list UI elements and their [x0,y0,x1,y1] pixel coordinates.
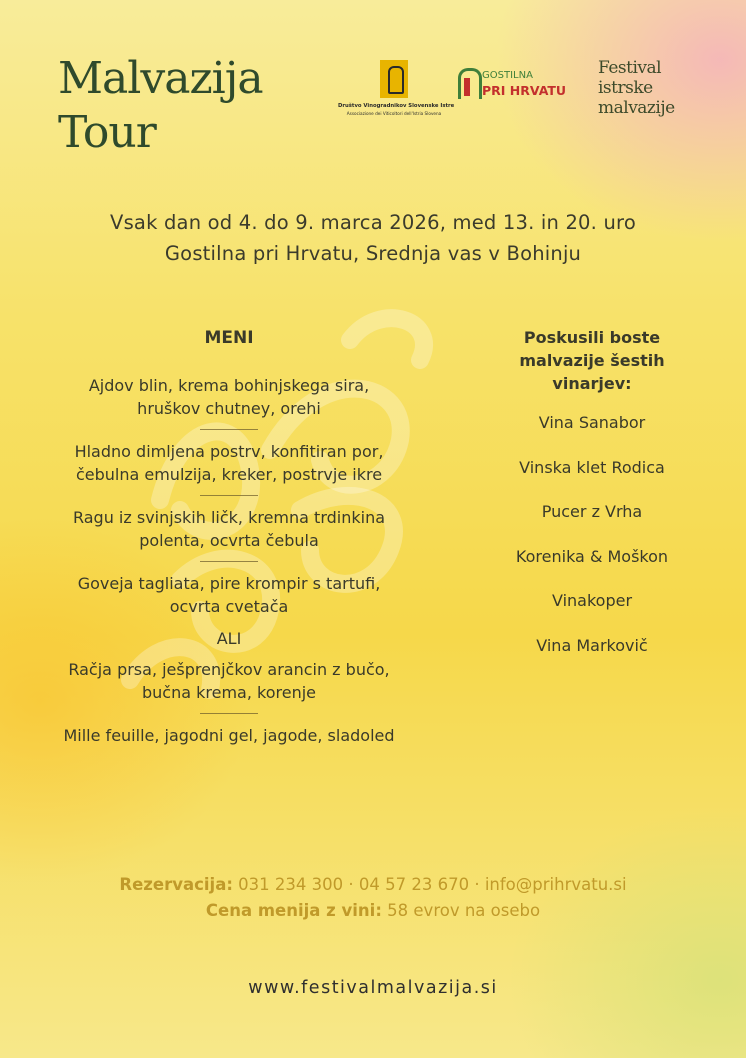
divider [200,713,258,714]
menu-or-label: ALI [216,629,242,648]
divider [200,561,258,562]
festival-line-2: istrske [598,78,653,98]
divider [200,429,258,430]
menu-course-2: Hladno dimljena postrv, konfitiran por, čebulna emulzija, kreker, postrvje ikre [74,442,384,484]
event-dates: Vsak dan od 4. do 9. marca 2026, med 13. in 20. uro [110,211,636,234]
menu-course-1: Ajdov blin, krema bohinjskega sira, hruškov chutney, orehi [88,376,370,418]
price-info [0,898,746,924]
menu-course-3: Ragu iz svinjskih ličk, kremna trdinkina polenta, ocvrta čebula [72,508,386,550]
menu-title: MENI [204,328,254,348]
festival-line-1: Festival [598,58,662,78]
festival-logo [598,58,698,118]
grape-emblem-icon [380,60,408,98]
menu-course-4: Goveja tagliata, pire krompir s tartufi, ocvrta cvetača [77,574,381,616]
vinogradniki-name: Društvo Vinogradnikov Slovenske Istre [338,103,455,109]
winery-item: Vinska klet Rodica [519,457,665,477]
winery-item: Vina Sanabor [538,413,646,432]
vinogradniki-subname: Associazione dei Viticoltori dell'Istria Slovena [346,111,442,116]
festival-line-3: malvazije [598,98,675,118]
wineries-title: Poskusili boste malvazije šestih vinarjev: [519,328,665,393]
price-value: 58 evrov na osebo [381,901,541,920]
vinogradniki-logo [338,60,455,117]
winery-item: Vinakoper [551,591,633,611]
logo-line-2: Tour [58,107,156,158]
menu-dessert: Mille feuille, jagodni gel, jagode, sladoled [63,726,395,745]
gostilna-label: GOSTILNA [482,70,533,81]
reservation-contacts[interactable]: 031 234 300 · 04 57 23 670 · info@prihrvatu.si [232,875,627,894]
divider [200,495,258,496]
menu-section [56,328,402,747]
winery-item: Pucer z Vrha [541,502,643,522]
logo-line-1: Malvazija [58,53,263,104]
winery-item: Vina Markovič [536,635,648,655]
arch-icon [458,68,482,99]
gostilna-name: PRI HRVATU [482,83,567,98]
malvazija-tour-logo [58,52,298,160]
wineries-section [482,326,702,679]
event-venue: Gostilna pri Hrvatu, Srednja vas v Bohinju [164,242,582,265]
menu-course-4-alternative: Račja prsa, ješprenjčkov arancin z bučo, bučna krema, korenje [68,660,390,702]
price-label: Cena menija z vini: [205,901,382,920]
gostilna-logo [456,66,580,102]
reservation-info [0,872,746,898]
reservation-label: Rezervacija: [119,875,233,894]
website-link[interactable]: www.festivalmalvazija.si [248,978,498,998]
winery-item: Korenika & Moškon [515,546,669,566]
